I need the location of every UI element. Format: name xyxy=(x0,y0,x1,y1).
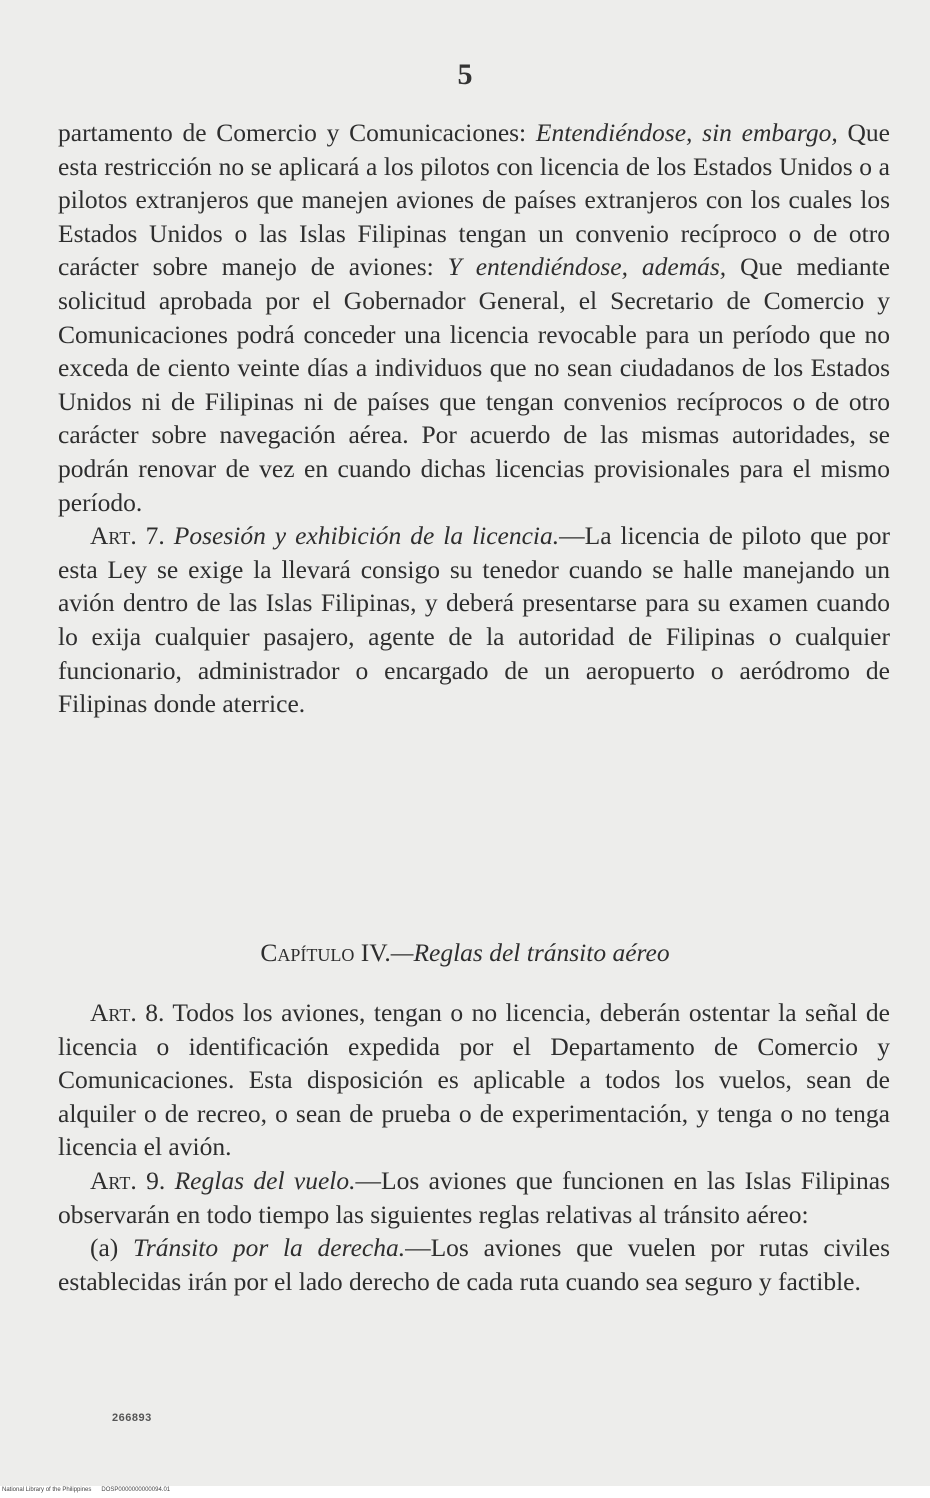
rule-label: (a) xyxy=(90,1233,119,1263)
rule-text: —Los aviones que vuelen por rutas civiles establecidas irán por el lado derecho de cada ruta cuando sea seguro y factible. xyxy=(58,1233,891,1296)
article-title: Posesión y exhibición de la licencia. xyxy=(173,521,560,551)
library-credit xyxy=(2,1487,180,1493)
article-8 xyxy=(58,996,890,1164)
chapter-title: —Reglas del tránsito aéreo xyxy=(390,938,670,967)
article-label: Art. 9. xyxy=(90,1165,166,1195)
text-run: Que mediante solicitud aprobada por el Gobernador General, el Secretario de Comercio y Comunicaciones podrá conceder una licencia revocable para un período que no exceda de ciento veinte días a individuos que no sean ciudadanos de los Estados Unidos ni de Filipinas ni de países que tengan convenios recíprocos o de otro carácter sobre navegación aérea. Por acuerdo de las mismas autoridades, se podrán renovar de vez en cuando dichas licencias provisionales para el mismo período. xyxy=(58,252,890,517)
article-text: Todos los aviones, tengan o no licencia, deberán ostentar la señal de licencia o identificación expedida por el Departamento de Comercio y Comunicaciones. Esta disposición es aplicable a todos los vuelos, sean de alquiler o de recreo, o sean de prueba o de experimentación, y tenga o no tenga licencia el avión. xyxy=(58,998,890,1162)
article-9 xyxy=(58,1164,890,1231)
italic-proviso-1: Entendiéndose, sin embargo, xyxy=(535,118,838,147)
chapter-label: Capítulo IV. xyxy=(260,938,391,967)
body-text-lower xyxy=(58,996,890,1298)
text-run: partamento de Comercio y Comunicaciones: xyxy=(58,118,536,147)
page-number: 5 xyxy=(457,58,473,91)
article-7 xyxy=(58,519,890,721)
text-run: Que esta restricción no se aplicará a los pilotos con licencia de los Estados Unidos o a pilotos extranjeros que manejen aviones de países extranjeros con los cuales los Estados Unidos o las Islas Filipinas tengan un convenio recíproco o de otro carácter sobre manejo de aviones: xyxy=(58,118,891,282)
article-text: —Los aviones que funcionen en las Islas Filipinas observarán en todo tiempo las siguientes reglas relativas al tránsito aéreo: xyxy=(58,1165,891,1229)
print-code: 266893 xyxy=(112,1412,152,1424)
library-name: National Library of the Philippines xyxy=(2,1487,92,1493)
chapter-heading xyxy=(0,938,930,968)
rule-a xyxy=(58,1231,890,1298)
document-id: DOSP0000000000094.01 xyxy=(101,1487,171,1493)
article-text: —La licencia de piloto que por esta Ley se exige la llevará consigo su tenedor cuando se halle manejando un avión dentro de las Islas Filipinas, y deberá presentarse para su examen cuando lo exija cualquier pasajero, agente de la autoridad de Filipinas o cualquier funcionario, administrador o encargado de un aeropuerto o aeródromo de Filipinas donde aterrice. xyxy=(58,521,891,719)
body-text-upper xyxy=(58,116,890,721)
rule-title: Tránsito por la derecha. xyxy=(133,1233,406,1263)
article-label: Art. 7. xyxy=(90,521,165,551)
paragraph-continuation xyxy=(58,116,890,519)
article-title: Reglas del vuelo. xyxy=(174,1165,356,1195)
article-label: Art. 8. xyxy=(90,998,165,1027)
italic-proviso-2: Y entendiéndose, además, xyxy=(447,252,727,282)
